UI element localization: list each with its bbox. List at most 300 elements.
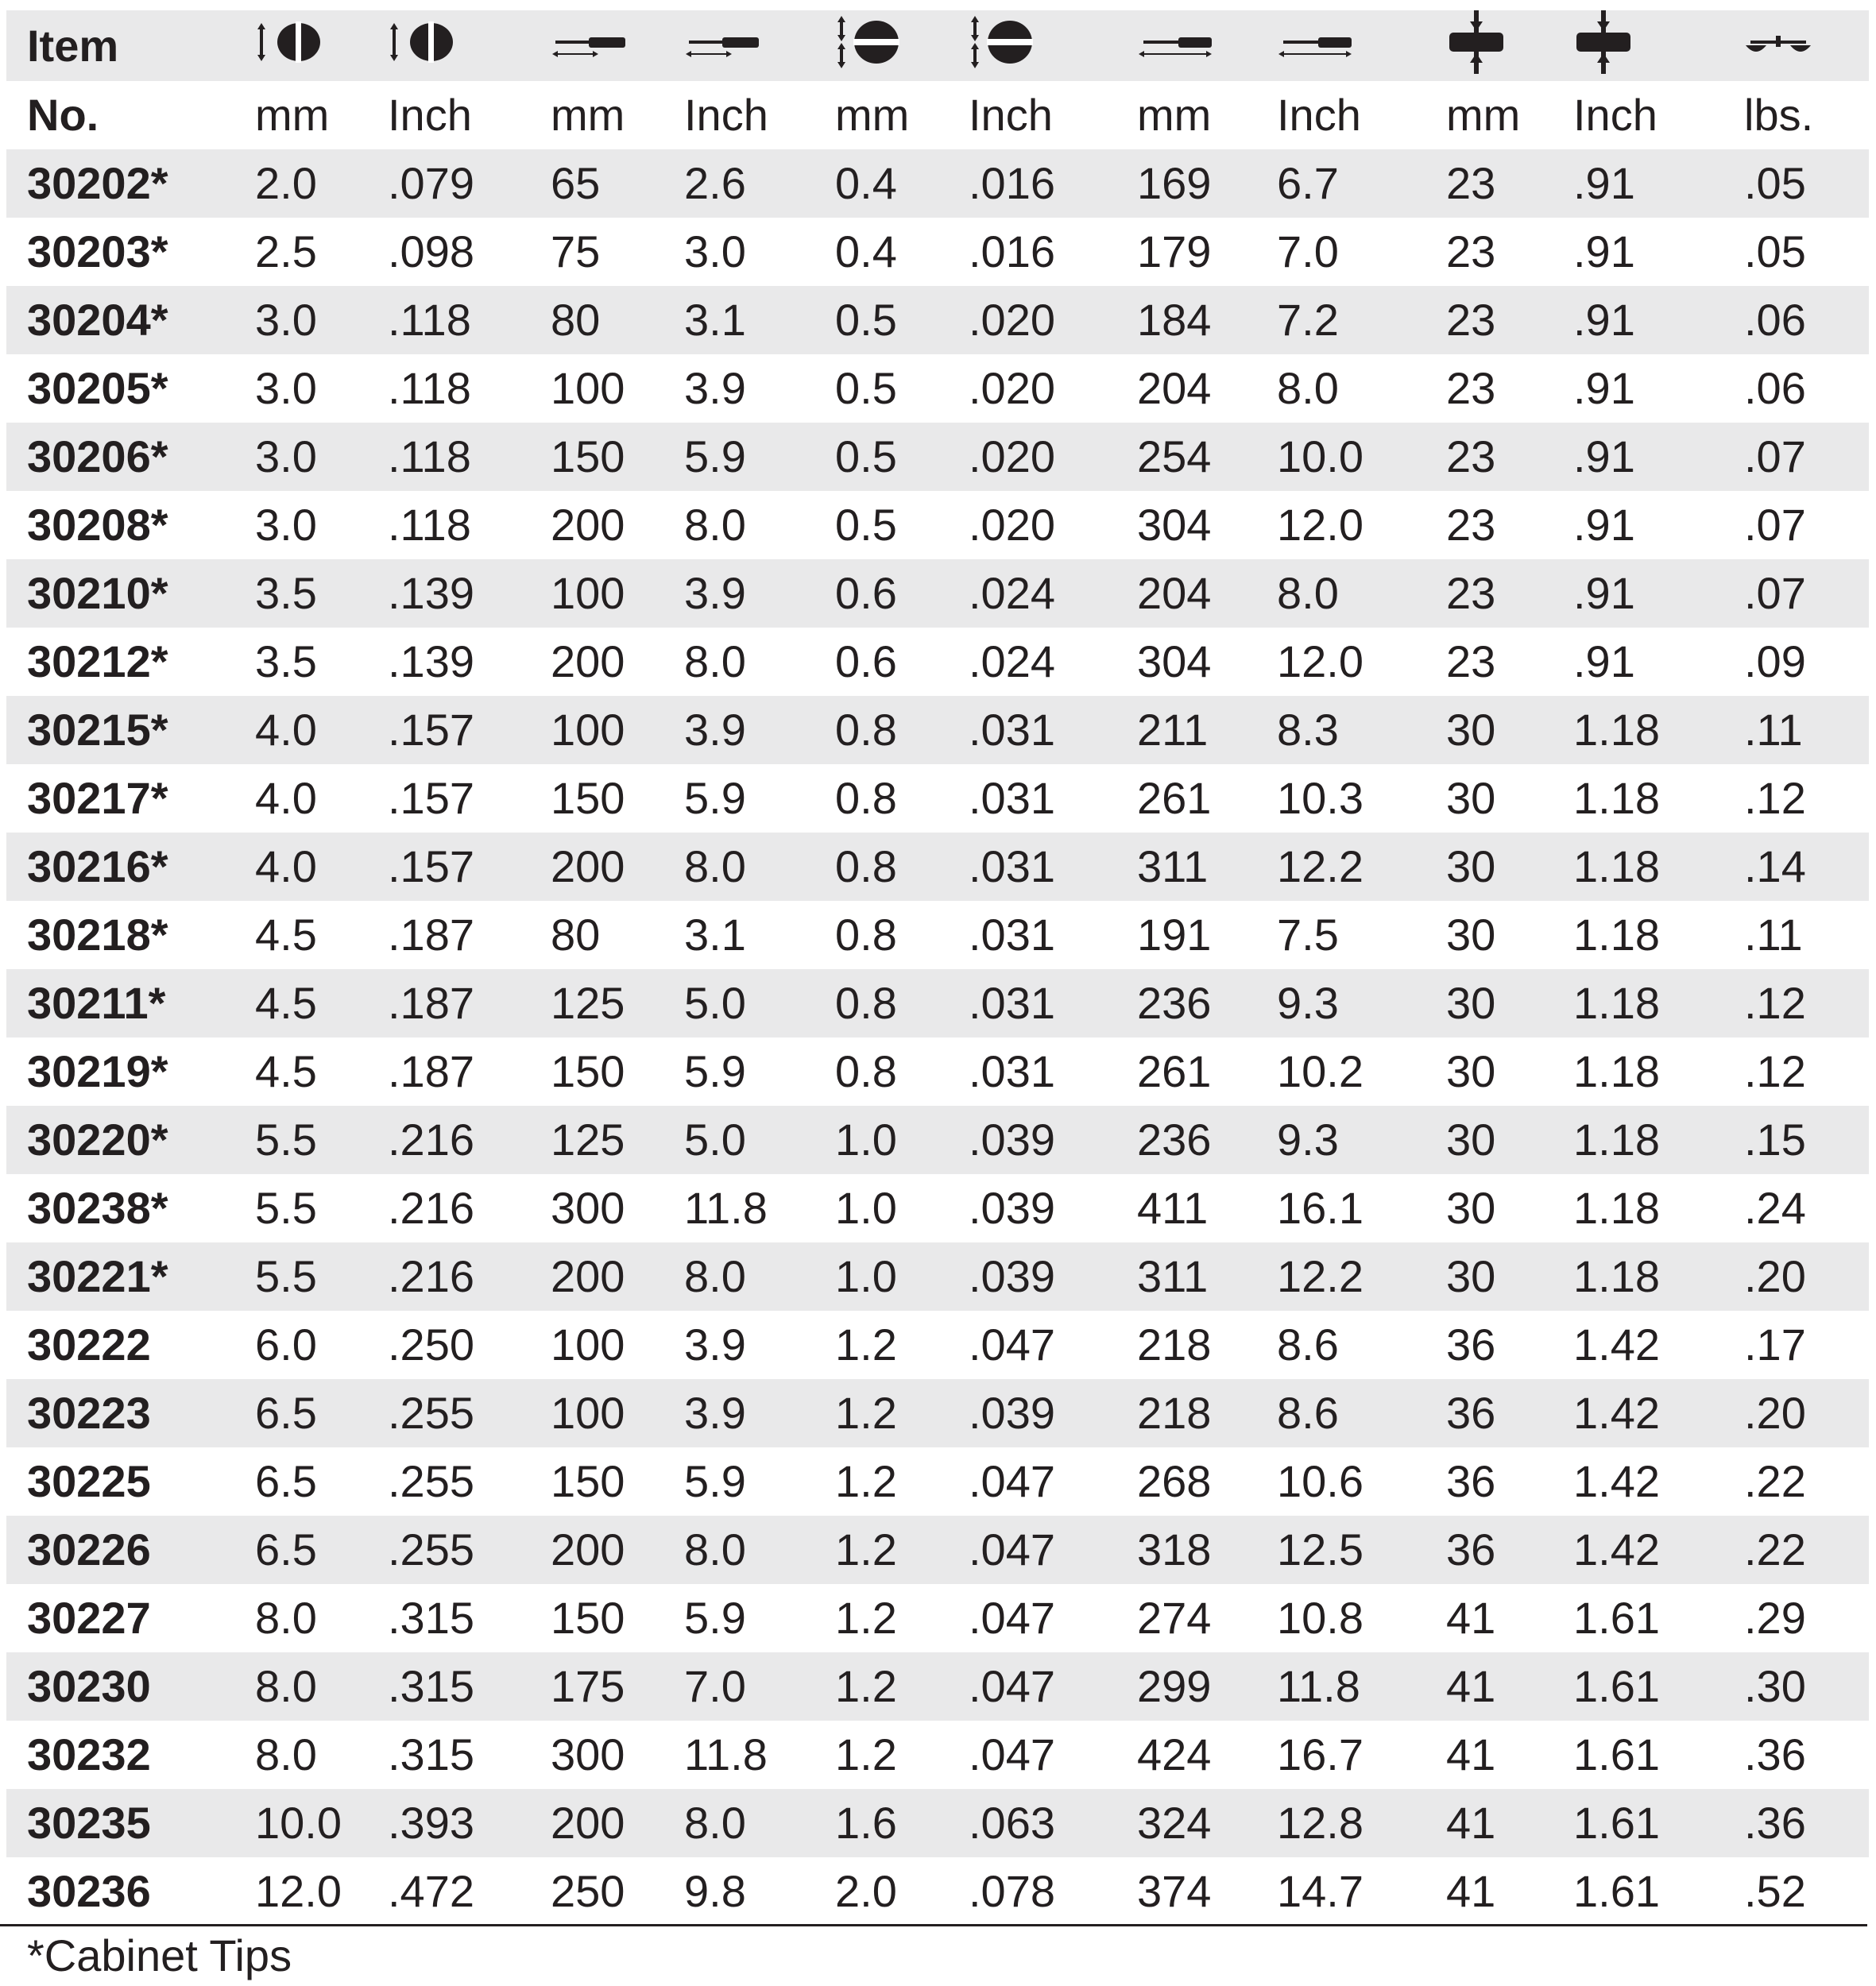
spec-value: 200 xyxy=(551,1516,684,1584)
spec-value: 200 xyxy=(551,500,625,550)
header-icon-cell xyxy=(1277,10,1446,81)
spec-value: 36 xyxy=(1446,1516,1573,1584)
spec-value: 150 xyxy=(551,1046,625,1096)
spec-value: .07 xyxy=(1744,500,1806,550)
spec-value: 12.2 xyxy=(1277,833,1446,901)
spec-value: 304 xyxy=(1137,636,1212,686)
spec-value: 30 xyxy=(1446,1242,1573,1311)
header-icon-cell xyxy=(835,10,969,81)
spec-value: .039 xyxy=(969,1379,1137,1447)
spec-value: 30 xyxy=(1446,696,1573,764)
spec-value: 12.5 xyxy=(1277,1516,1446,1584)
spec-value: 300 xyxy=(551,1729,625,1779)
spec-value: 7.2 xyxy=(1277,286,1446,354)
spec-value: .187 xyxy=(388,910,474,960)
spec-value: 200 xyxy=(551,636,625,686)
spec-value: 4.5 xyxy=(255,910,317,960)
spec-value: 12.2 xyxy=(1277,1242,1446,1311)
spec-value: 5.9 xyxy=(684,773,746,823)
spec-value: 3.0 xyxy=(255,500,317,550)
table-row xyxy=(6,1311,1869,1379)
spec-value: .031 xyxy=(969,1046,1055,1096)
item-number: 30208* xyxy=(27,500,168,550)
spec-value: .020 xyxy=(969,363,1055,413)
spec-value: .031 xyxy=(969,773,1055,823)
spec-value: .118 xyxy=(388,423,551,491)
item-number: 30212* xyxy=(27,636,168,686)
spec-value: 1.61 xyxy=(1573,1866,1660,1916)
spec-value: 150 xyxy=(551,1456,625,1506)
spec-value: 1.2 xyxy=(835,1652,969,1721)
spec-value: 1.61 xyxy=(1573,1729,1660,1779)
spec-value: 65 xyxy=(551,149,684,218)
spec-value: 23 xyxy=(1446,636,1496,686)
spec-value: 374 xyxy=(1137,1866,1212,1916)
spec-value: 6.5 xyxy=(255,1516,388,1584)
spec-value: 0.5 xyxy=(835,363,897,413)
spec-value: 1.2 xyxy=(835,1593,897,1643)
unit-label: mm xyxy=(835,90,910,140)
spec-value: .187 xyxy=(388,969,551,1037)
unit-label: mm xyxy=(551,90,625,140)
spec-value: .15 xyxy=(1744,1106,1869,1174)
header-icon-cell xyxy=(684,10,835,81)
spec-value: 11.8 xyxy=(684,1183,768,1233)
spec-value: .12 xyxy=(1744,1046,1806,1096)
item-number: 30221* xyxy=(6,1242,255,1311)
spec-value: 5.9 xyxy=(684,1456,746,1506)
spec-value: 7.5 xyxy=(1277,910,1339,960)
spec-value: .047 xyxy=(969,1652,1137,1721)
spec-value: .20 xyxy=(1744,1379,1869,1447)
unit-label: Inch xyxy=(388,90,472,140)
spec-value: .157 xyxy=(388,696,551,764)
spec-value: 1.18 xyxy=(1573,1106,1744,1174)
spec-value: .255 xyxy=(388,1456,474,1506)
table-row xyxy=(6,969,1869,1037)
spec-value: .078 xyxy=(969,1866,1055,1916)
spec-value: 3.9 xyxy=(684,1319,746,1370)
spec-value: 100 xyxy=(551,1319,625,1370)
spec-value: 8.0 xyxy=(684,1789,835,1857)
spec-value: 10.2 xyxy=(1277,1046,1363,1096)
spec-value: 411 xyxy=(1137,1183,1209,1233)
spec-value: 1.2 xyxy=(835,1319,897,1370)
spec-value: 7.0 xyxy=(1277,226,1339,276)
unit-label: mm xyxy=(255,90,330,140)
spec-value: 23 xyxy=(1446,559,1573,628)
spec-value: 80 xyxy=(551,286,684,354)
tip-width-icon xyxy=(388,20,459,71)
header-icon-cell xyxy=(1446,10,1573,81)
table-row xyxy=(6,628,1869,696)
table-row xyxy=(6,423,1869,491)
spec-value: 5.5 xyxy=(255,1106,388,1174)
spec-value: .20 xyxy=(1744,1242,1869,1311)
spec-value: 1.18 xyxy=(1573,1242,1744,1311)
spec-value: 150 xyxy=(551,773,625,823)
spec-value: .52 xyxy=(1744,1866,1806,1916)
spec-value: .250 xyxy=(388,1319,474,1370)
spec-value: 4.0 xyxy=(255,696,388,764)
item-number: 30216* xyxy=(6,833,255,901)
item-number: 30238* xyxy=(27,1183,168,1233)
spec-value: 8.0 xyxy=(684,833,835,901)
spec-value: 3.1 xyxy=(684,910,746,960)
spec-value: .031 xyxy=(969,910,1055,960)
spec-value: 9.3 xyxy=(1277,969,1446,1037)
item-number: 30205* xyxy=(27,363,168,413)
spec-value: .216 xyxy=(388,1106,551,1174)
spec-value: 6.5 xyxy=(255,1379,388,1447)
spec-value: .020 xyxy=(969,423,1137,491)
spec-value: 0.8 xyxy=(835,696,969,764)
spec-value: 12.0 xyxy=(1277,636,1363,686)
spec-table xyxy=(6,10,1869,1926)
table-row xyxy=(6,286,1869,354)
blade-length-icon xyxy=(684,25,760,70)
spec-value: .031 xyxy=(969,833,1137,901)
spec-value: 11.8 xyxy=(1277,1652,1446,1721)
item-number: 30203* xyxy=(27,226,168,276)
spec-value: 299 xyxy=(1137,1652,1277,1721)
spec-value: 30 xyxy=(1446,773,1496,823)
spec-value: 150 xyxy=(551,423,684,491)
tip-thickness-icon xyxy=(835,14,902,77)
table-row xyxy=(6,1789,1869,1857)
overall-length-icon xyxy=(1277,25,1353,70)
spec-value: 218 xyxy=(1137,1379,1277,1447)
spec-value: .216 xyxy=(388,1242,551,1311)
spec-value: .91 xyxy=(1573,149,1744,218)
spec-value: .14 xyxy=(1744,833,1869,901)
item-number: 30219* xyxy=(27,1046,168,1096)
spec-value: 424 xyxy=(1137,1729,1212,1779)
item-number: 30232 xyxy=(27,1729,151,1779)
spec-value: .039 xyxy=(969,1242,1137,1311)
table-row xyxy=(6,696,1869,764)
spec-value: 0.5 xyxy=(835,423,969,491)
spec-value: .098 xyxy=(388,226,474,276)
header-icon-cell xyxy=(1137,10,1277,81)
spec-value: 218 xyxy=(1137,1319,1212,1370)
spec-value: 16.1 xyxy=(1277,1183,1363,1233)
spec-value: 0.4 xyxy=(835,149,969,218)
spec-value: 5.0 xyxy=(684,969,835,1037)
spec-value: 36 xyxy=(1446,1456,1496,1506)
spec-value: .12 xyxy=(1744,969,1869,1037)
spec-value: 5.5 xyxy=(255,1183,317,1233)
spec-value: 1.61 xyxy=(1573,1789,1744,1857)
spec-value: .020 xyxy=(969,286,1137,354)
spec-value: 100 xyxy=(551,1379,684,1447)
spec-value: .22 xyxy=(1744,1456,1806,1506)
spec-value: .047 xyxy=(969,1456,1055,1506)
spec-value: 200 xyxy=(551,833,684,901)
spec-value: 3.0 xyxy=(684,226,746,276)
spec-value: 200 xyxy=(551,1242,684,1311)
spec-value: 30 xyxy=(1446,910,1496,960)
table-row xyxy=(6,149,1869,218)
spec-value: 3.9 xyxy=(684,559,835,628)
spec-value: .039 xyxy=(969,1106,1137,1174)
spec-value: .039 xyxy=(969,1183,1055,1233)
spec-value: 0.6 xyxy=(835,559,969,628)
table-row xyxy=(6,1857,1869,1926)
spec-value: 30 xyxy=(1446,1046,1496,1096)
spec-value: 1.0 xyxy=(835,1183,897,1233)
spec-value: .031 xyxy=(969,969,1137,1037)
spec-value: 3.5 xyxy=(255,636,317,686)
spec-value: 100 xyxy=(551,696,684,764)
spec-value: 1.42 xyxy=(1573,1319,1660,1370)
spec-value: 1.6 xyxy=(835,1789,969,1857)
spec-value: 125 xyxy=(551,1106,684,1174)
spec-value: 10.0 xyxy=(1277,423,1446,491)
spec-value: .24 xyxy=(1744,1183,1806,1233)
spec-value: 41 xyxy=(1446,1866,1496,1916)
spec-value: 30 xyxy=(1446,969,1573,1037)
spec-value: 8.6 xyxy=(1277,1379,1446,1447)
item-number: 30235 xyxy=(6,1789,255,1857)
spec-value: .12 xyxy=(1744,773,1806,823)
spec-value: 8.0 xyxy=(1277,559,1446,628)
spec-value: .255 xyxy=(388,1516,551,1584)
unit-label: Inch xyxy=(1277,90,1361,140)
spec-value: 8.0 xyxy=(255,1729,317,1779)
handle-diameter-icon xyxy=(1446,10,1507,81)
blade-length-icon xyxy=(551,25,627,70)
spec-value: 36 xyxy=(1446,1379,1573,1447)
unit-label: Inch xyxy=(684,90,768,140)
header-icon-cell xyxy=(551,10,684,81)
spec-value: 41 xyxy=(1446,1593,1496,1643)
spec-value: 8.0 xyxy=(684,636,746,686)
spec-value: 23 xyxy=(1446,423,1573,491)
overall-length-icon xyxy=(1137,25,1213,70)
spec-value: .07 xyxy=(1744,423,1869,491)
spec-value: .047 xyxy=(969,1729,1055,1779)
spec-value: 8.0 xyxy=(1277,363,1339,413)
item-number: 30227 xyxy=(27,1593,151,1643)
spec-value: .06 xyxy=(1744,363,1806,413)
spec-value: 23 xyxy=(1446,286,1573,354)
table-row xyxy=(6,764,1869,833)
spec-value: 1.42 xyxy=(1573,1456,1660,1506)
table-row xyxy=(6,1242,1869,1311)
item-number: 30220* xyxy=(6,1106,255,1174)
item-number: 30206* xyxy=(6,423,255,491)
spec-value: 23 xyxy=(1446,149,1573,218)
spec-value: 8.0 xyxy=(684,1516,835,1584)
spec-value: 30 xyxy=(1446,1183,1496,1233)
spec-value: 9.3 xyxy=(1277,1106,1446,1174)
table-row xyxy=(6,218,1869,286)
spec-value: .020 xyxy=(969,500,1055,550)
spec-value: .11 xyxy=(1744,696,1869,764)
spec-value: 169 xyxy=(1137,149,1277,218)
spec-value: .07 xyxy=(1744,559,1869,628)
tip-thickness-icon xyxy=(969,14,1035,77)
spec-value: 254 xyxy=(1137,423,1277,491)
spec-value: 191 xyxy=(1137,910,1212,960)
spec-value: .91 xyxy=(1573,500,1635,550)
spec-value: 7.0 xyxy=(684,1652,835,1721)
spec-value: 236 xyxy=(1137,1106,1277,1174)
spec-value: 3.5 xyxy=(255,559,388,628)
item-number: 30236 xyxy=(27,1866,151,1916)
spec-value: 5.0 xyxy=(684,1106,835,1174)
spec-value: .315 xyxy=(388,1729,474,1779)
number-header-label: No. xyxy=(27,90,99,140)
spec-value: .031 xyxy=(969,696,1137,764)
spec-value: 3.1 xyxy=(684,286,835,354)
spec-value: 236 xyxy=(1137,969,1277,1037)
spec-value: 1.18 xyxy=(1573,1046,1660,1096)
item-number: 30226 xyxy=(6,1516,255,1584)
item-number: 30223 xyxy=(6,1379,255,1447)
table-row xyxy=(6,354,1869,423)
spec-value: 2.6 xyxy=(684,149,835,218)
spec-value: 9.8 xyxy=(684,1866,746,1916)
spec-value: 5.9 xyxy=(684,423,835,491)
item-number: 30211* xyxy=(6,969,255,1037)
table-row xyxy=(6,833,1869,901)
spec-value: 3.0 xyxy=(255,363,317,413)
spec-value: .024 xyxy=(969,636,1055,686)
spec-value: .187 xyxy=(388,1046,474,1096)
spec-value: .157 xyxy=(388,833,551,901)
spec-value: .047 xyxy=(969,1516,1137,1584)
spec-value: 1.0 xyxy=(835,1242,969,1311)
header-icon-cell xyxy=(1573,10,1744,81)
spec-value: 75 xyxy=(551,226,601,276)
item-number: 30215* xyxy=(6,696,255,764)
table-row xyxy=(6,1516,1869,1584)
spec-value: 8.0 xyxy=(255,1593,317,1643)
table-row xyxy=(6,491,1869,559)
spec-value: .91 xyxy=(1573,636,1635,686)
spec-value: .157 xyxy=(388,773,474,823)
spec-value: 204 xyxy=(1137,363,1212,413)
spec-value: 36 xyxy=(1446,1319,1496,1370)
spec-value: .17 xyxy=(1744,1319,1806,1370)
spec-value: 10.8 xyxy=(1277,1593,1363,1643)
spec-value: 175 xyxy=(551,1652,684,1721)
spec-value: .91 xyxy=(1573,363,1635,413)
item-number: 30217* xyxy=(27,773,168,823)
table-row xyxy=(6,1584,1869,1652)
spec-value: 211 xyxy=(1137,696,1277,764)
spec-value: .06 xyxy=(1744,286,1869,354)
spec-value: 6.5 xyxy=(255,1456,317,1506)
spec-value: .063 xyxy=(969,1789,1137,1857)
spec-value: 30 xyxy=(1446,833,1573,901)
spec-value: .016 xyxy=(969,149,1137,218)
spec-value: 1.18 xyxy=(1573,969,1744,1037)
spec-value: 250 xyxy=(551,1866,625,1916)
item-header-label: Item xyxy=(6,10,255,81)
spec-value: .315 xyxy=(388,1652,551,1721)
spec-value: .29 xyxy=(1744,1593,1806,1643)
table-row xyxy=(6,1379,1869,1447)
spec-value: 5.5 xyxy=(255,1242,388,1311)
spec-value: 10.3 xyxy=(1277,773,1363,823)
table-row xyxy=(6,1652,1869,1721)
spec-value: 1.61 xyxy=(1573,1652,1744,1721)
spec-value: 4.5 xyxy=(255,1046,317,1096)
spec-value: 0.8 xyxy=(835,773,897,823)
spec-value: .91 xyxy=(1573,286,1744,354)
spec-value: .393 xyxy=(388,1789,551,1857)
header-icon-cell xyxy=(388,10,551,81)
spec-value: 41 xyxy=(1446,1652,1573,1721)
spec-value: 5.9 xyxy=(684,1593,746,1643)
footnote: *Cabinet Tips xyxy=(27,1930,292,1980)
spec-value: 100 xyxy=(551,363,625,413)
spec-value: 30 xyxy=(1446,1106,1573,1174)
spec-value: .024 xyxy=(969,559,1137,628)
table-row xyxy=(6,559,1869,628)
spec-value: 304 xyxy=(1137,500,1212,550)
spec-value: 10.0 xyxy=(255,1789,388,1857)
spec-value: 1.0 xyxy=(835,1106,969,1174)
header-icon-cell xyxy=(969,10,1137,81)
spec-value: 4.5 xyxy=(255,969,388,1037)
spec-value: .11 xyxy=(1744,910,1803,960)
spec-value: 184 xyxy=(1137,286,1277,354)
item-number: 30218* xyxy=(27,910,168,960)
item-number: 30225 xyxy=(27,1456,151,1506)
header-icon-cell xyxy=(255,10,388,81)
spec-value: .118 xyxy=(388,363,471,413)
item-number: 30202* xyxy=(6,149,255,218)
spec-value: 100 xyxy=(551,559,684,628)
spec-value: .36 xyxy=(1744,1729,1806,1779)
spec-value: 3.0 xyxy=(255,286,388,354)
spec-value: 8.0 xyxy=(255,1652,388,1721)
spec-value: .079 xyxy=(388,149,551,218)
spec-value: 23 xyxy=(1446,226,1496,276)
spec-value: 324 xyxy=(1137,1789,1277,1857)
spec-value: 8.6 xyxy=(1277,1319,1339,1370)
item-number: 30222 xyxy=(27,1319,151,1370)
spec-value: 10.6 xyxy=(1277,1456,1363,1506)
spec-value: .472 xyxy=(388,1866,474,1916)
header-unit-row xyxy=(6,81,1869,149)
item-number: 30204* xyxy=(6,286,255,354)
spec-value: 179 xyxy=(1137,226,1212,276)
spec-value: 268 xyxy=(1137,1456,1212,1506)
spec-value: .255 xyxy=(388,1379,551,1447)
spec-value: 4.0 xyxy=(255,773,317,823)
spec-value: 0.5 xyxy=(835,500,897,550)
spec-value: .22 xyxy=(1744,1516,1869,1584)
spec-value: .05 xyxy=(1744,149,1869,218)
unit-label: lbs. xyxy=(1744,90,1814,140)
spec-value: 2.0 xyxy=(255,149,388,218)
spec-value: 1.42 xyxy=(1573,1379,1744,1447)
spec-value: .139 xyxy=(388,559,551,628)
item-number: 30210* xyxy=(6,559,255,628)
footer-rule xyxy=(0,1924,1867,1926)
spec-value: 8.3 xyxy=(1277,696,1446,764)
spec-value: 0.4 xyxy=(835,226,897,276)
table-row xyxy=(6,1037,1869,1106)
spec-value: 300 xyxy=(551,1183,625,1233)
spec-value: 0.5 xyxy=(835,286,969,354)
spec-value: 125 xyxy=(551,969,684,1037)
